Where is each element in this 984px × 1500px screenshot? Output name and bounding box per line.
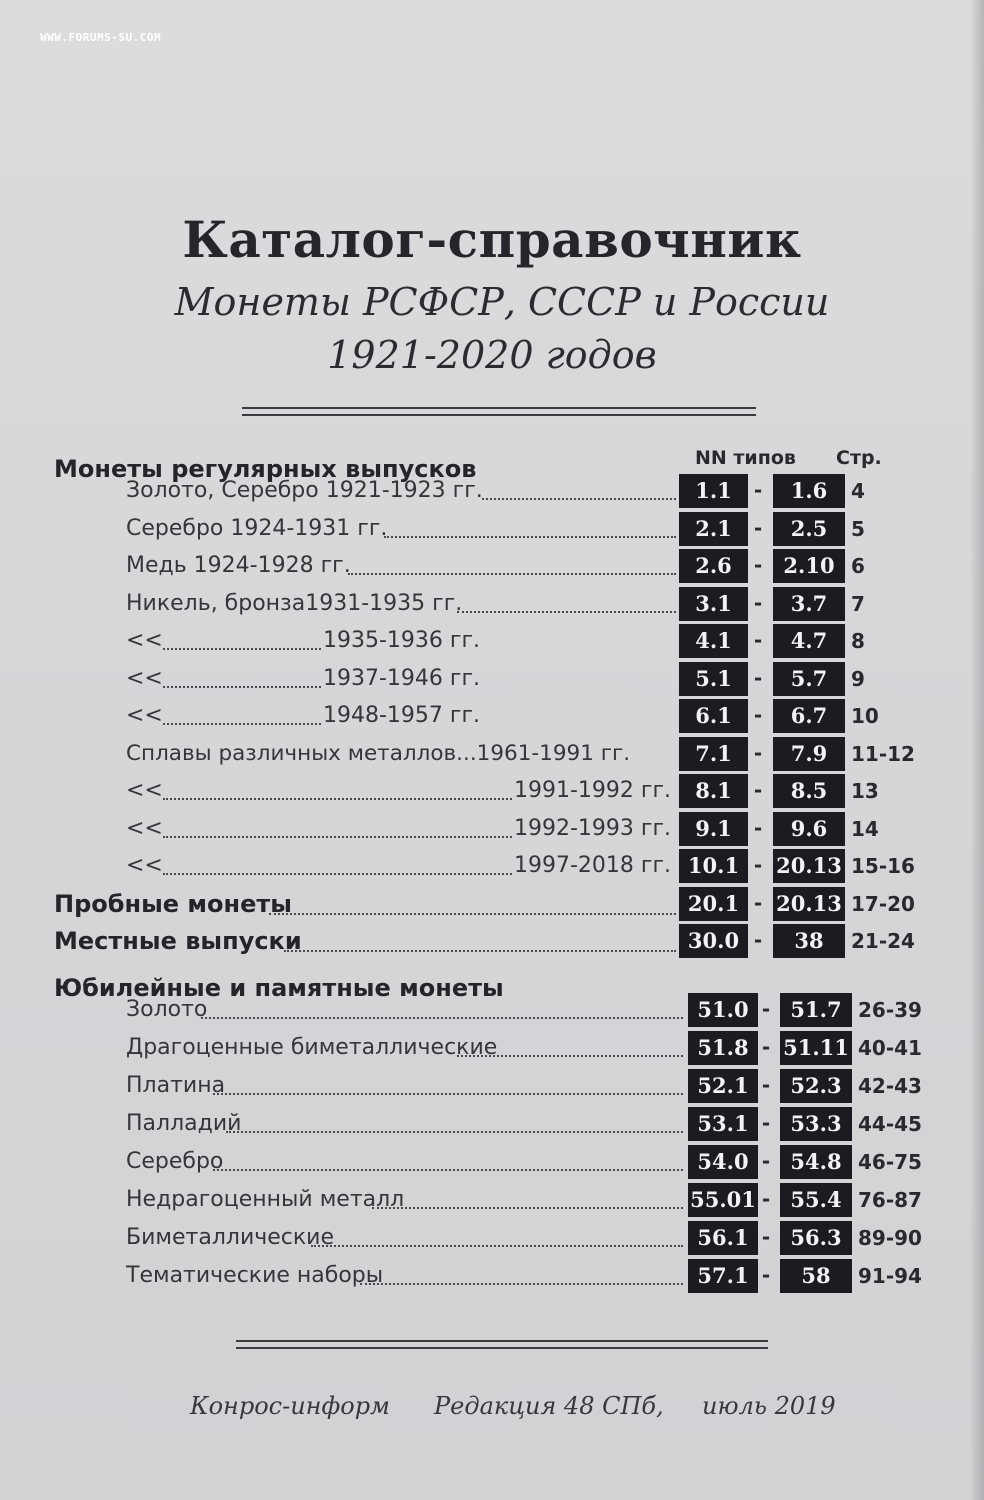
type-number-from: 52.1	[688, 1069, 758, 1103]
dot-leader	[213, 1093, 683, 1095]
type-number-to: 54.8	[780, 1145, 852, 1179]
type-number-to: 1.6	[773, 474, 845, 508]
page-range: 15-16	[851, 854, 915, 878]
page-range: 4	[851, 479, 865, 503]
range-dash: -	[753, 516, 763, 540]
page-range: 6	[851, 554, 865, 578]
range-dash: -	[753, 853, 763, 877]
column-header-pages: Стр.	[836, 447, 882, 469]
page-range: 40-41	[858, 1036, 922, 1060]
range-dash: -	[753, 816, 763, 840]
column-header-types: NN типов	[695, 447, 796, 469]
type-number-to: 38	[773, 924, 845, 958]
row-years: 1992-1993 гг.	[514, 816, 672, 841]
type-number-from: 2.1	[679, 512, 748, 546]
divider-bottom	[236, 1340, 768, 1349]
type-number-from: 6.1	[679, 699, 748, 733]
dot-leader	[457, 1055, 683, 1057]
dot-leader	[213, 1169, 683, 1171]
type-number-from: 2.6	[679, 549, 748, 583]
type-number-to: 51.11	[780, 1031, 852, 1065]
dot-leader	[360, 1283, 683, 1285]
row-label: Биметаллические	[126, 1225, 334, 1250]
range-dash: -	[753, 741, 763, 765]
ditto-mark: <<	[126, 703, 163, 728]
dot-leader	[269, 913, 676, 915]
page-range: 17-20	[851, 892, 915, 916]
type-number-to: 4.7	[773, 624, 845, 658]
type-number-from: 1.1	[679, 474, 748, 508]
dot-leader	[384, 536, 676, 538]
range-dash: -	[761, 1225, 771, 1249]
range-dash: -	[753, 891, 763, 915]
type-number-from: 4.1	[679, 624, 748, 658]
type-number-from: 54.0	[688, 1145, 758, 1179]
page-range: 26-39	[858, 998, 922, 1022]
range-dash: -	[753, 703, 763, 727]
row-label: Никель, бронза1931-1935 гг.	[126, 591, 463, 616]
section-label: Пробные монеты	[54, 890, 293, 918]
row-label: Золото	[126, 997, 208, 1022]
row-label: Тематические наборы	[126, 1263, 384, 1288]
ditto-mark: <<	[126, 666, 163, 691]
type-number-from: 7.1	[679, 737, 748, 771]
type-number-to: 6.7	[773, 699, 845, 733]
dot-leader	[348, 573, 676, 575]
ditto-mark: <<	[126, 853, 163, 878]
type-number-to: 2.5	[773, 512, 845, 546]
row-years: 1948-1957 гг.	[323, 703, 481, 728]
page-range: 46-75	[858, 1150, 922, 1174]
footer-date: июль 2019	[702, 1392, 836, 1420]
row-label: Недрагоценный металл	[126, 1187, 405, 1212]
type-number-to: 5.7	[773, 662, 845, 696]
dot-leader	[163, 723, 321, 725]
type-number-to: 2.10	[773, 549, 845, 583]
type-number-from: 51.0	[688, 993, 758, 1027]
row-label: Серебро 1924-1931 гг.	[126, 516, 388, 541]
row-label: Сплавы различных металлов...1961-1991 гг.	[126, 741, 631, 766]
row-years: 1935-1936 гг.	[323, 628, 481, 653]
ditto-mark: <<	[126, 628, 163, 653]
type-number-to: 20.13	[773, 887, 845, 921]
range-dash: -	[761, 997, 771, 1021]
type-number-from: 3.1	[679, 587, 748, 621]
type-number-to: 52.3	[780, 1069, 852, 1103]
type-number-to: 56.3	[780, 1221, 852, 1255]
type-number-from: 30.0	[679, 924, 748, 958]
section-label: Местные выпуски	[54, 927, 302, 955]
range-dash: -	[761, 1035, 771, 1059]
range-dash: -	[753, 553, 763, 577]
row-label: Медь 1924-1928 гг.	[126, 553, 351, 578]
dot-leader	[163, 798, 512, 800]
page-range: 5	[851, 517, 865, 541]
page-range: 7	[851, 592, 865, 616]
subtitle-line-1: Монеты РСФСР, СССР и России	[174, 280, 830, 324]
dot-leader	[311, 1245, 683, 1247]
page-range: 44-45	[858, 1112, 922, 1136]
type-number-from: 10.1	[679, 849, 748, 883]
page-title: Каталог-справочник	[182, 210, 802, 269]
type-number-to: 3.7	[773, 587, 845, 621]
page-range: 11-12	[851, 742, 915, 766]
dot-leader	[163, 648, 321, 650]
type-number-to: 9.6	[773, 812, 845, 846]
footer-edition: Редакция 48 СПб,	[434, 1392, 664, 1420]
type-number-from: 9.1	[679, 812, 748, 846]
row-years: 1991-1992 гг.	[514, 778, 672, 803]
dot-leader	[163, 873, 512, 875]
range-dash: -	[753, 666, 763, 690]
footer-publisher: Конрос-информ	[190, 1392, 390, 1420]
type-number-from: 55.01	[688, 1183, 758, 1217]
row-label: Палладий	[126, 1111, 242, 1136]
range-dash: -	[753, 628, 763, 652]
range-dash: -	[753, 928, 763, 952]
type-number-from: 5.1	[679, 662, 748, 696]
page-range: 8	[851, 629, 865, 653]
dot-leader	[163, 686, 321, 688]
page-range: 91-94	[858, 1264, 922, 1288]
dot-leader	[226, 1131, 683, 1133]
page-range: 10	[851, 704, 879, 728]
range-dash: -	[761, 1187, 771, 1211]
page-range: 14	[851, 817, 879, 841]
type-number-from: 8.1	[679, 774, 748, 808]
type-number-to: 51.7	[780, 993, 852, 1027]
section-regular-issues: Монеты регулярных выпусков	[54, 455, 477, 483]
page-range: 42-43	[858, 1074, 922, 1098]
dot-leader	[284, 950, 676, 952]
type-number-to: 58	[780, 1259, 852, 1293]
range-dash: -	[753, 778, 763, 802]
page-range: 21-24	[851, 929, 915, 953]
row-label: Драгоценные биметаллические	[126, 1035, 498, 1060]
dot-leader	[372, 1207, 683, 1209]
range-dash: -	[761, 1149, 771, 1173]
range-dash: -	[761, 1073, 771, 1097]
row-label: Платина	[126, 1073, 226, 1098]
divider-top	[242, 407, 756, 416]
dot-leader	[457, 611, 676, 613]
type-number-to: 8.5	[773, 774, 845, 808]
page-range: 89-90	[858, 1226, 922, 1250]
ditto-mark: <<	[126, 816, 163, 841]
type-number-to: 7.9	[773, 737, 845, 771]
ditto-mark: <<	[126, 778, 163, 803]
page-range: 13	[851, 779, 879, 803]
type-number-to: 53.3	[780, 1107, 852, 1141]
row-label: Серебро	[126, 1149, 224, 1174]
type-number-to: 55.4	[780, 1183, 852, 1217]
type-number-from: 53.1	[688, 1107, 758, 1141]
range-dash: -	[753, 478, 763, 502]
type-number-from: 20.1	[679, 887, 748, 921]
section-commemorative: Юбилейные и памятные монеты	[54, 974, 504, 1002]
range-dash: -	[753, 591, 763, 615]
type-number-from: 57.1	[688, 1259, 758, 1293]
range-dash: -	[761, 1111, 771, 1135]
forum-watermark: WWW.FORUMS-SU.COM	[40, 31, 162, 44]
type-number-from: 51.8	[688, 1031, 758, 1065]
dot-leader	[201, 1017, 683, 1019]
type-number-from: 56.1	[688, 1221, 758, 1255]
type-number-to: 20.13	[773, 849, 845, 883]
dot-leader	[482, 498, 676, 500]
dot-leader	[163, 836, 512, 838]
row-label: Золото, Серебро 1921-1923 гг.	[126, 478, 483, 503]
range-dash: -	[761, 1263, 771, 1287]
page-range: 76-87	[858, 1188, 922, 1212]
row-years: 1997-2018 гг.	[514, 853, 672, 878]
page-range: 9	[851, 667, 865, 691]
subtitle-line-2: 1921-2020 годов	[327, 333, 657, 377]
row-years: 1937-1946 гг.	[323, 666, 481, 691]
